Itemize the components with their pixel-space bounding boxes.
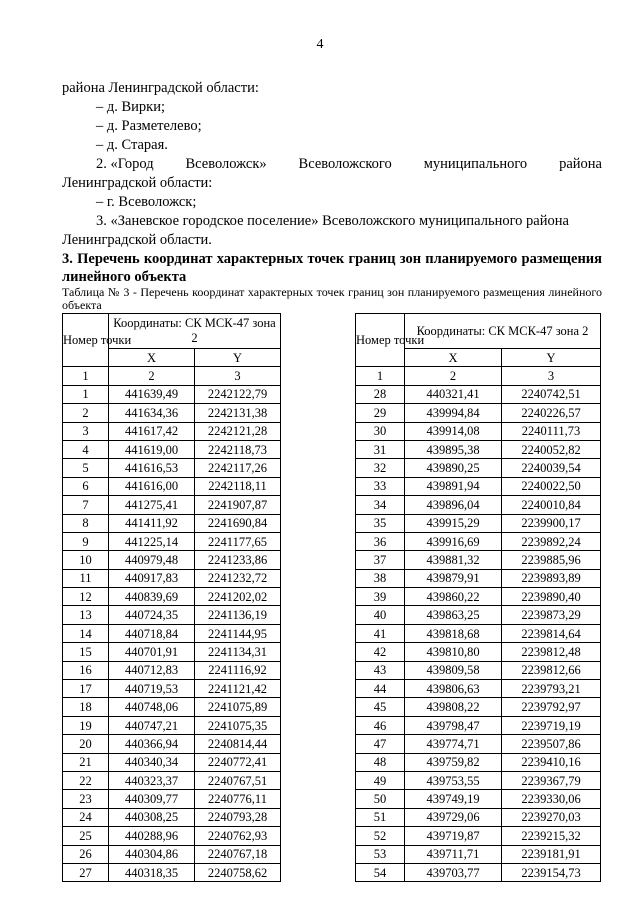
cell-x: 440308,25 xyxy=(109,808,195,826)
cell-y: 2241232,72 xyxy=(195,569,281,587)
cell-y: 2241136,19 xyxy=(195,606,281,624)
list-item: – д. Старая. xyxy=(96,137,168,153)
cell-x: 439810,80 xyxy=(405,643,502,661)
cell-point-number: 23 xyxy=(63,790,109,808)
cell-point-number: 28 xyxy=(356,385,405,403)
table-row xyxy=(356,735,601,753)
cell-point-number: 41 xyxy=(356,624,405,642)
cell-y: 2240010,84 xyxy=(502,496,601,514)
table-row xyxy=(63,496,281,514)
cell-y: 2239792,97 xyxy=(502,698,601,716)
table-row xyxy=(356,680,601,698)
cell-x: 439896,04 xyxy=(405,496,502,514)
cell-y: 2240742,51 xyxy=(502,385,601,403)
cell-point-number: 13 xyxy=(63,606,109,624)
cell-x: 439729,06 xyxy=(405,808,502,826)
cell-x: 441619,00 xyxy=(109,440,195,458)
section-title: 3. Перечень координат характерных точек границ зон планируемого размещения линейного объекта xyxy=(62,251,602,285)
header-coordinates: Координаты: СК МСК-47 зона 2 xyxy=(109,314,281,349)
cell-x: 439914,08 xyxy=(405,422,502,440)
cell-y: 2240758,62 xyxy=(195,863,281,881)
cell-x: 439881,32 xyxy=(405,551,502,569)
table-row xyxy=(356,496,601,514)
cell-x: 439860,22 xyxy=(405,588,502,606)
cell-y: 2239812,66 xyxy=(502,661,601,679)
cell-x: 439749,19 xyxy=(405,790,502,808)
cell-y: 2240772,41 xyxy=(195,753,281,771)
table-row xyxy=(63,808,281,826)
cell-x: 441639,49 xyxy=(109,385,195,403)
cell-point-number: 51 xyxy=(356,808,405,826)
table-body xyxy=(63,385,281,882)
cell-point-number: 5 xyxy=(63,459,109,477)
cell-y: 2240767,18 xyxy=(195,845,281,863)
cell-point-number: 37 xyxy=(356,551,405,569)
cell-x: 440979,48 xyxy=(109,551,195,569)
cell-y: 2239885,96 xyxy=(502,551,601,569)
cell-y: 2239793,21 xyxy=(502,680,601,698)
header-x: X xyxy=(109,349,195,367)
table-row xyxy=(63,827,281,845)
cell-point-number: 31 xyxy=(356,440,405,458)
cell-y: 2242118,11 xyxy=(195,477,281,495)
list-item: – г. Всеволожск; xyxy=(96,194,197,210)
table-row xyxy=(356,753,601,771)
table-row xyxy=(63,735,281,753)
cell-x: 440917,83 xyxy=(109,569,195,587)
cell-x: 439879,91 xyxy=(405,569,502,587)
cell-point-number: 33 xyxy=(356,477,405,495)
table-row xyxy=(63,569,281,587)
cell-y: 2240762,93 xyxy=(195,827,281,845)
table-row xyxy=(356,404,601,422)
header-point-number: Номер точки xyxy=(356,314,405,367)
cell-point-number: 30 xyxy=(356,422,405,440)
cell-x: 440839,69 xyxy=(109,588,195,606)
cell-y: 2241233,86 xyxy=(195,551,281,569)
cell-point-number: 49 xyxy=(356,771,405,789)
cell-x: 440366,94 xyxy=(109,735,195,753)
item-2-continuation: Ленинградской области: xyxy=(62,175,213,191)
cell-y: 2240052,82 xyxy=(502,440,601,458)
cell-x: 439719,87 xyxy=(405,827,502,845)
table-row xyxy=(63,680,281,698)
table-row xyxy=(356,588,601,606)
cell-x: 440309,77 xyxy=(109,790,195,808)
cell-x: 439753,55 xyxy=(405,771,502,789)
cell-x: 439916,69 xyxy=(405,532,502,550)
cell-point-number: 25 xyxy=(63,827,109,845)
cell-x: 439798,47 xyxy=(405,716,502,734)
cell-point-number: 44 xyxy=(356,680,405,698)
cell-x: 440724,35 xyxy=(109,606,195,624)
cell-y: 2241177,65 xyxy=(195,532,281,550)
cell-point-number: 26 xyxy=(63,845,109,863)
item-3-continuation: Ленинградской области. xyxy=(62,232,212,248)
cell-point-number: 1 xyxy=(63,385,109,403)
table-row xyxy=(356,514,601,532)
cell-y: 2240776,11 xyxy=(195,790,281,808)
cell-point-number: 12 xyxy=(63,588,109,606)
table-caption: Таблица № 3 - Перечень координат характерных точек границ зон планируемого размещения линейного объекта xyxy=(62,285,602,312)
cell-y: 2239890,40 xyxy=(502,588,601,606)
cell-point-number: 20 xyxy=(63,735,109,753)
cell-x: 440712,83 xyxy=(109,661,195,679)
item-2-word: 2. «Город xyxy=(96,156,154,172)
cell-x: 440318,35 xyxy=(109,863,195,881)
cell-point-number: 17 xyxy=(63,680,109,698)
intro-line: района Ленинградской области: xyxy=(62,80,259,96)
cell-point-number: 29 xyxy=(356,404,405,422)
cell-x: 439994,84 xyxy=(405,404,502,422)
cell-point-number: 42 xyxy=(356,643,405,661)
cell-y: 2241121,42 xyxy=(195,680,281,698)
table-row xyxy=(356,477,601,495)
cell-point-number: 47 xyxy=(356,735,405,753)
cell-point-number: 38 xyxy=(356,569,405,587)
cell-point-number: 10 xyxy=(63,551,109,569)
coordinates-table-left xyxy=(62,313,281,882)
cell-x: 439774,71 xyxy=(405,735,502,753)
cell-point-number: 39 xyxy=(356,588,405,606)
table-body xyxy=(356,385,601,882)
cell-point-number: 54 xyxy=(356,863,405,881)
table-row xyxy=(63,716,281,734)
cell-point-number: 9 xyxy=(63,532,109,550)
table-row xyxy=(356,606,601,624)
cell-y: 2241075,89 xyxy=(195,698,281,716)
cell-point-number: 24 xyxy=(63,808,109,826)
table-row xyxy=(356,643,601,661)
cell-point-number: 7 xyxy=(63,496,109,514)
header-x: X xyxy=(405,349,502,367)
cell-point-number: 6 xyxy=(63,477,109,495)
cell-x: 440747,21 xyxy=(109,716,195,734)
cell-point-number: 50 xyxy=(356,790,405,808)
cell-y: 2240226,57 xyxy=(502,404,601,422)
cell-y: 2239154,73 xyxy=(502,863,601,881)
intro-text xyxy=(62,79,602,250)
cell-point-number: 53 xyxy=(356,845,405,863)
coordinates-table-right xyxy=(355,313,601,882)
cell-x: 440719,53 xyxy=(109,680,195,698)
cell-point-number: 3 xyxy=(63,422,109,440)
cell-x: 441275,41 xyxy=(109,496,195,514)
table-row xyxy=(63,459,281,477)
cell-y: 2241907,87 xyxy=(195,496,281,514)
header-y: Y xyxy=(195,349,281,367)
cell-point-number: 11 xyxy=(63,569,109,587)
cell-y: 2241690,84 xyxy=(195,514,281,532)
table-row xyxy=(63,845,281,863)
cell-x: 441225,14 xyxy=(109,532,195,550)
table-row xyxy=(63,698,281,716)
table-row xyxy=(63,624,281,642)
cell-y: 2239719,19 xyxy=(502,716,601,734)
cell-y: 2240022,50 xyxy=(502,477,601,495)
table-row xyxy=(63,551,281,569)
cell-point-number: 40 xyxy=(356,606,405,624)
table-row xyxy=(63,477,281,495)
cell-x: 439806,63 xyxy=(405,680,502,698)
header-point-number: Номер точки xyxy=(63,314,109,367)
table-row xyxy=(63,661,281,679)
table-row xyxy=(63,440,281,458)
cell-x: 439808,22 xyxy=(405,698,502,716)
table-row xyxy=(63,404,281,422)
table-row xyxy=(356,827,601,845)
table-row xyxy=(356,624,601,642)
cell-x: 440321,41 xyxy=(405,385,502,403)
cell-x: 440701,91 xyxy=(109,643,195,661)
list-item: – д. Вирки; xyxy=(96,99,166,115)
item-2-word: Всеволожск» xyxy=(185,156,267,172)
table-row xyxy=(63,863,281,881)
header-index: 2 xyxy=(405,367,502,385)
list-item: – д. Разметелево; xyxy=(96,118,202,134)
cell-y: 2241134,31 xyxy=(195,643,281,661)
cell-y: 2239812,48 xyxy=(502,643,601,661)
cell-point-number: 43 xyxy=(356,661,405,679)
cell-y: 2241116,92 xyxy=(195,661,281,679)
header-index: 1 xyxy=(356,367,405,385)
table-row xyxy=(356,532,601,550)
cell-point-number: 19 xyxy=(63,716,109,734)
cell-x: 439891,94 xyxy=(405,477,502,495)
cell-y: 2239892,24 xyxy=(502,532,601,550)
cell-x: 439759,82 xyxy=(405,753,502,771)
cell-y: 2239181,91 xyxy=(502,845,601,863)
page-number: 4 xyxy=(316,37,324,52)
cell-x: 440340,34 xyxy=(109,753,195,771)
cell-point-number: 2 xyxy=(63,404,109,422)
cell-y: 2240111,73 xyxy=(502,422,601,440)
header-coordinates: Координаты: СК МСК-47 зона 2 xyxy=(405,314,601,349)
cell-x: 439890,25 xyxy=(405,459,502,477)
cell-y: 2239814,64 xyxy=(502,624,601,642)
table-row xyxy=(356,440,601,458)
table-row xyxy=(356,569,601,587)
cell-y: 2240793,28 xyxy=(195,808,281,826)
table-row xyxy=(356,845,601,863)
cell-y: 2242122,79 xyxy=(195,385,281,403)
cell-y: 2240039,54 xyxy=(502,459,601,477)
cell-x: 441411,92 xyxy=(109,514,195,532)
cell-y: 2240767,51 xyxy=(195,771,281,789)
table-row xyxy=(356,863,601,881)
cell-x: 440323,37 xyxy=(109,771,195,789)
item-2-word: Всеволожского xyxy=(298,156,392,172)
table-row xyxy=(356,716,601,734)
table-row xyxy=(356,698,601,716)
cell-point-number: 52 xyxy=(356,827,405,845)
table-row xyxy=(63,532,281,550)
cell-x: 441617,42 xyxy=(109,422,195,440)
cell-point-number: 48 xyxy=(356,753,405,771)
cell-x: 439809,58 xyxy=(405,661,502,679)
table-row xyxy=(63,753,281,771)
cell-x: 441616,00 xyxy=(109,477,195,495)
header-index: 2 xyxy=(109,367,195,385)
table-row xyxy=(356,422,601,440)
table-row xyxy=(63,790,281,808)
cell-y: 2239873,29 xyxy=(502,606,601,624)
cell-x: 440304,86 xyxy=(109,845,195,863)
table-row xyxy=(63,643,281,661)
item-2-word: района xyxy=(559,156,602,172)
cell-point-number: 8 xyxy=(63,514,109,532)
cell-x: 440748,06 xyxy=(109,698,195,716)
cell-point-number: 14 xyxy=(63,624,109,642)
cell-point-number: 32 xyxy=(356,459,405,477)
cell-x: 439915,29 xyxy=(405,514,502,532)
cell-y: 2241075,35 xyxy=(195,716,281,734)
cell-y: 2239507,86 xyxy=(502,735,601,753)
cell-x: 439895,38 xyxy=(405,440,502,458)
item-3-line: 3. «Заневское городское поселение» Всеволожского муниципального района xyxy=(96,213,569,229)
cell-point-number: 34 xyxy=(356,496,405,514)
table-row xyxy=(356,459,601,477)
table-row xyxy=(63,514,281,532)
cell-y: 2239367,79 xyxy=(502,771,601,789)
cell-x: 440288,96 xyxy=(109,827,195,845)
cell-point-number: 35 xyxy=(356,514,405,532)
table-row xyxy=(356,661,601,679)
cell-x: 441634,36 xyxy=(109,404,195,422)
cell-point-number: 27 xyxy=(63,863,109,881)
table-row xyxy=(356,790,601,808)
item-2-line xyxy=(62,155,602,174)
cell-x: 439818,68 xyxy=(405,624,502,642)
cell-y: 2239270,03 xyxy=(502,808,601,826)
cell-point-number: 22 xyxy=(63,771,109,789)
cell-x: 439711,71 xyxy=(405,845,502,863)
cell-y: 2242117,26 xyxy=(195,459,281,477)
table-row xyxy=(356,808,601,826)
table-row xyxy=(63,422,281,440)
cell-y: 2239330,06 xyxy=(502,790,601,808)
cell-x: 440718,84 xyxy=(109,624,195,642)
cell-y: 2240814,44 xyxy=(195,735,281,753)
table-row xyxy=(63,771,281,789)
table-row xyxy=(356,385,601,403)
header-index: 1 xyxy=(63,367,109,385)
cell-y: 2241144,95 xyxy=(195,624,281,642)
cell-y: 2239900,17 xyxy=(502,514,601,532)
cell-point-number: 18 xyxy=(63,698,109,716)
cell-point-number: 4 xyxy=(63,440,109,458)
cell-y: 2241202,02 xyxy=(195,588,281,606)
cell-point-number: 16 xyxy=(63,661,109,679)
cell-y: 2239215,32 xyxy=(502,827,601,845)
header-index: 3 xyxy=(502,367,601,385)
cell-y: 2242118,73 xyxy=(195,440,281,458)
cell-y: 2239410,16 xyxy=(502,753,601,771)
cell-y: 2242121,28 xyxy=(195,422,281,440)
cell-point-number: 46 xyxy=(356,716,405,734)
cell-y: 2239893,89 xyxy=(502,569,601,587)
cell-point-number: 36 xyxy=(356,532,405,550)
cell-point-number: 15 xyxy=(63,643,109,661)
table-row xyxy=(63,606,281,624)
cell-x: 441616,53 xyxy=(109,459,195,477)
table-row xyxy=(63,385,281,403)
cell-point-number: 21 xyxy=(63,753,109,771)
table-row xyxy=(356,771,601,789)
cell-point-number: 45 xyxy=(356,698,405,716)
header-y: Y xyxy=(502,349,601,367)
cell-y: 2242131,38 xyxy=(195,404,281,422)
item-2-word: муниципального xyxy=(423,156,528,172)
header-index: 3 xyxy=(195,367,281,385)
cell-x: 439863,25 xyxy=(405,606,502,624)
table-row xyxy=(63,588,281,606)
cell-x: 439703,77 xyxy=(405,863,502,881)
table-row xyxy=(356,551,601,569)
